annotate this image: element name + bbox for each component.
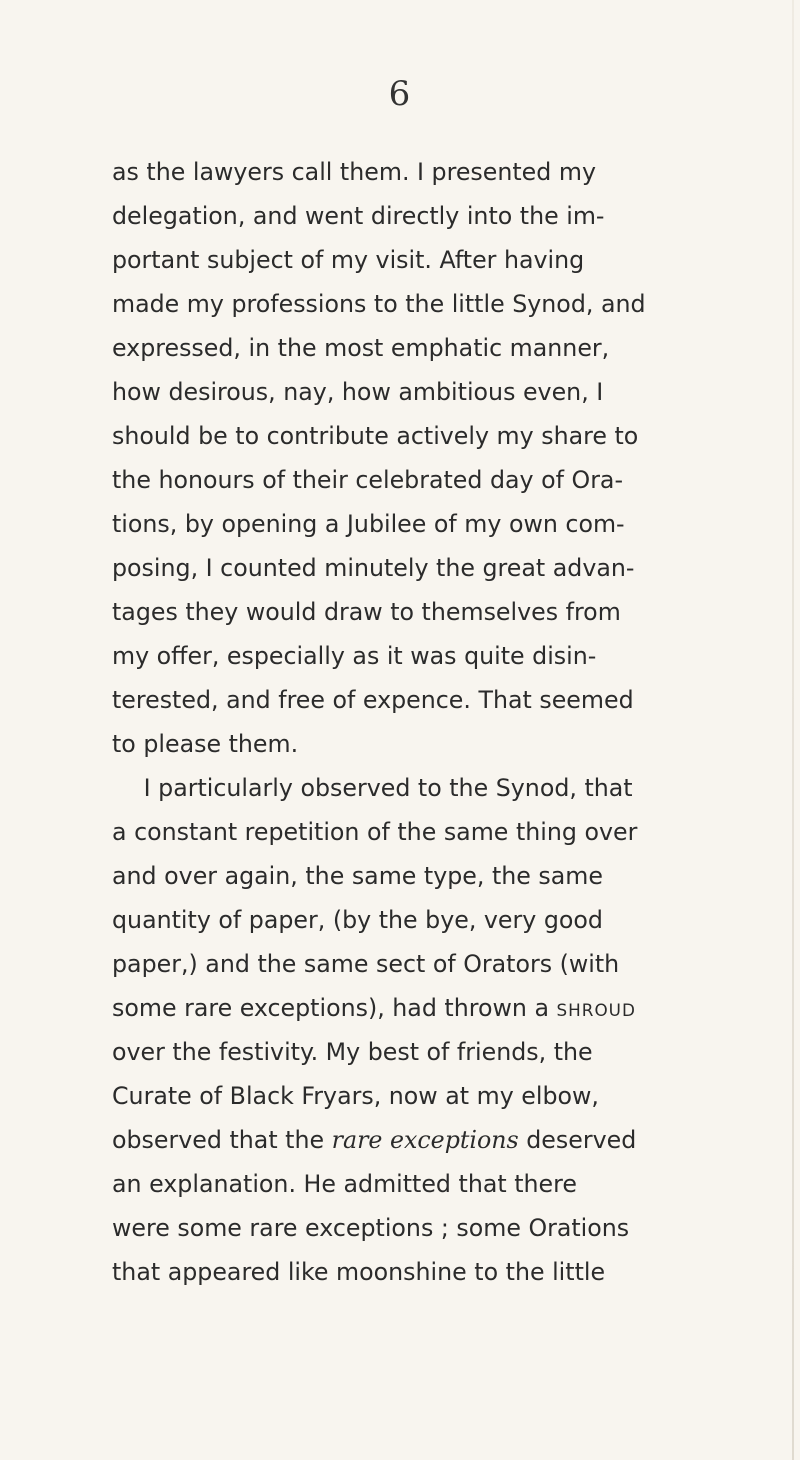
text-segment: terested, and free of expence. That seemed [112, 686, 634, 714]
text-segment: observed that the [112, 1126, 332, 1154]
text-segment: that appeared like moonshine to the little [112, 1258, 606, 1286]
text-line [112, 414, 794, 458]
small-caps-word: shroud [556, 994, 636, 1022]
text-segment: should be to contribute actively my share to [112, 422, 639, 450]
text-segment: posing, I counted minutely the great advan- [112, 554, 635, 582]
text-line [112, 634, 794, 678]
text-line [112, 546, 794, 590]
text-line [112, 766, 794, 810]
text-segment: over the festivity. My best of friends, the [112, 1038, 593, 1066]
text-segment: and over again, the same type, the same [112, 862, 604, 890]
text-segment: how desirous, nay, how ambitious even, I [112, 378, 604, 406]
text-line [112, 370, 794, 414]
text-line [112, 590, 794, 634]
text-segment: deserved [518, 1126, 637, 1154]
text-segment: tions, by opening a Jubilee of my own com- [112, 510, 625, 538]
text-segment: paper,) and the same sect of Orators (with [112, 950, 620, 978]
page-number: 6 [388, 74, 412, 114]
text-line [112, 1206, 794, 1250]
text-line [112, 502, 794, 546]
text-segment: quantity of paper, (by the bye, very good [112, 906, 603, 934]
text-line [112, 282, 794, 326]
italic-phrase: rare exceptions [331, 1126, 519, 1154]
text-segment: tages they would draw to themselves from [112, 598, 621, 626]
text-line [112, 150, 794, 194]
text-line [112, 942, 794, 986]
text-segment: expressed, in the most emphatic manner, [112, 334, 610, 362]
text-segment: delegation, and went directly into the im- [112, 202, 605, 230]
text-line [112, 1118, 794, 1162]
text-segment: I particularly observed to the Synod, that [143, 774, 633, 802]
text-line [112, 678, 794, 722]
text-segment: were some rare exceptions ; some Orations [112, 1214, 630, 1242]
text-line [112, 238, 794, 282]
text-segment: made my professions to the little Synod, and [112, 290, 646, 318]
text-line [112, 1250, 794, 1294]
text-segment: a constant repetition of the same thing over [112, 818, 638, 846]
text-line [112, 854, 794, 898]
text-line [112, 194, 794, 238]
text-line [112, 326, 794, 370]
text-segment: portant subject of my visit. After having [112, 246, 585, 274]
text-segment: my offer, especially as it was quite disin- [112, 642, 597, 670]
text-segment: as the lawyers call them. I presented my [112, 158, 596, 186]
text-line [112, 986, 794, 1030]
text-line [112, 810, 794, 854]
text-line [112, 722, 794, 766]
body-text [112, 150, 800, 1294]
text-line [112, 1030, 794, 1074]
text-segment: Curate of Black Fryars, now at my elbow, [112, 1082, 599, 1110]
text-line [112, 1074, 794, 1118]
text-line [112, 1162, 794, 1206]
text-segment: the honours of their celebrated day of Ora- [112, 466, 624, 494]
text-segment: some rare exceptions), had thrown a [112, 994, 557, 1022]
text-segment: to please them. [112, 730, 299, 758]
text-line [112, 898, 794, 942]
text-line [112, 458, 794, 502]
text-segment: an explanation. He admitted that there [112, 1170, 577, 1198]
